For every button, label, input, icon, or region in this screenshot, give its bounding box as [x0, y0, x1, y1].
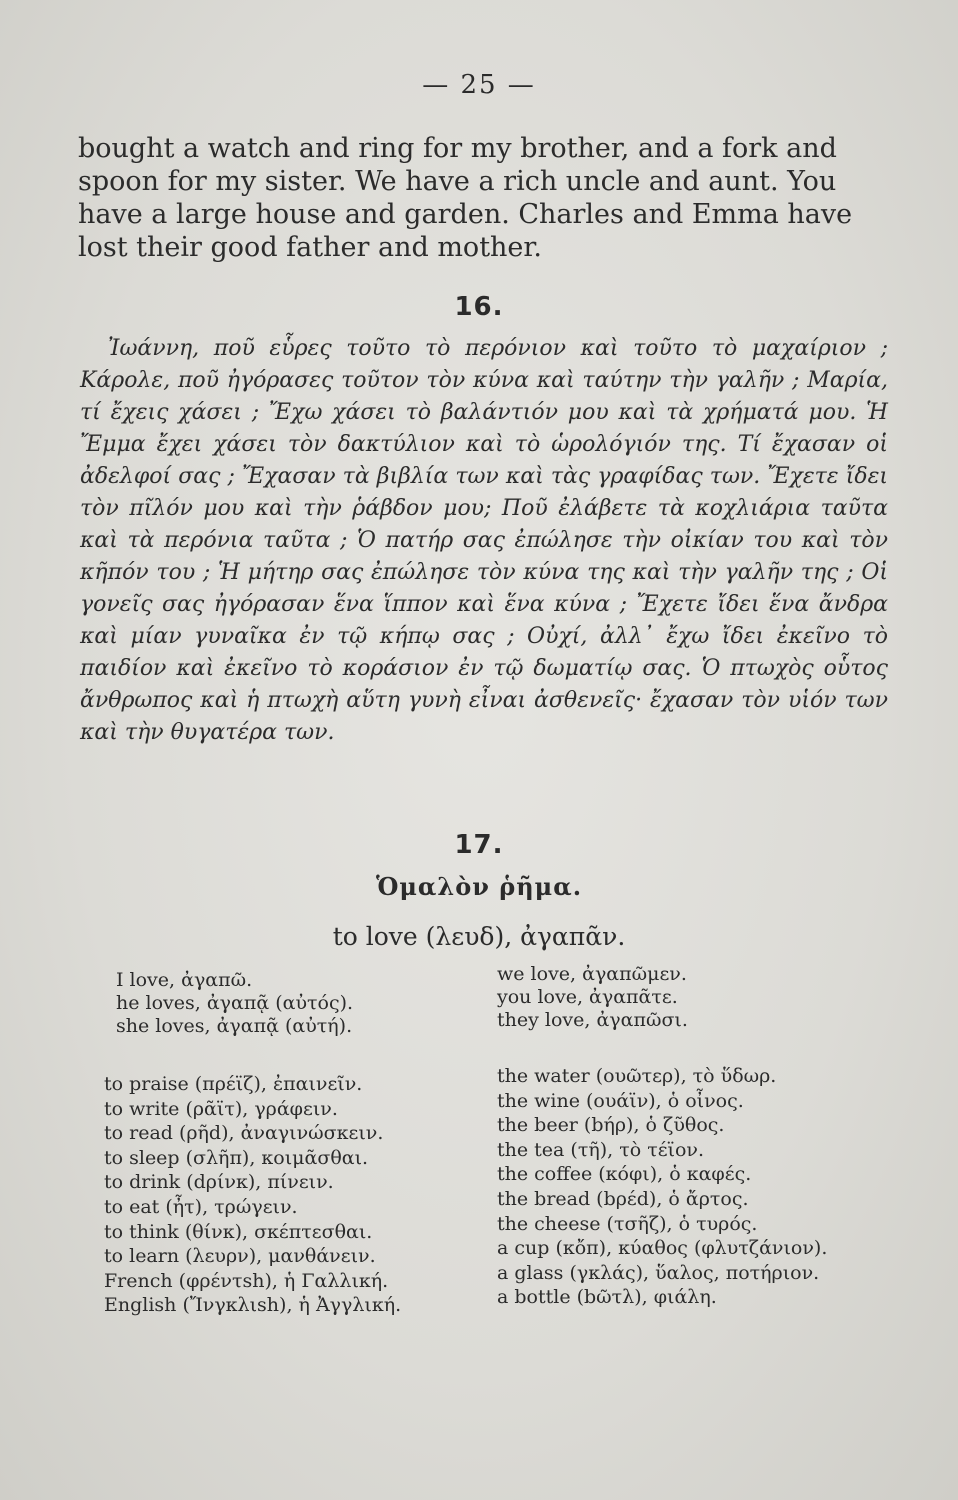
- conjugation-line: I love, ἀγαπῶ.: [116, 969, 253, 991]
- vocab-item: to think (θίνκ), σκέπτεσθαι.: [104, 1220, 373, 1243]
- vocab-item: to sleep (σλῆπ), κοιμᾶσθαι.: [104, 1146, 369, 1169]
- conjugation-line: they love, ἀγαπῶσι.: [497, 1009, 688, 1031]
- verb-to-love: to love (λευδ), ἀγαπᾶν.: [332, 922, 626, 951]
- vocabulary-nouns: [497, 1064, 827, 1310]
- vocab-item: to write (ρᾶϊτ), γράφειν.: [104, 1097, 338, 1120]
- vocab-item: the bread (bρέd), ὁ ἄρτος.: [497, 1187, 749, 1210]
- vocab-item: the tea (τῆ), τὸ τέϊον.: [497, 1138, 705, 1161]
- vocab-item: a bottle (bῶτλ), φιάλη.: [497, 1286, 717, 1309]
- vocab-item: the coffee (κόφι), ὁ καφές.: [497, 1163, 752, 1186]
- vocab-item: the water (ουῶτερ), τὸ ὕδωρ.: [497, 1065, 777, 1087]
- conjugation-line: he loves, ἀγαπᾷ (αὐτός).: [116, 992, 354, 1014]
- conjugation-line: you love, ἀγαπᾶτε.: [497, 986, 678, 1008]
- vocab-item: to read (ρῆd), ἀναγινώσκειν.: [104, 1122, 384, 1145]
- vocab-item: to learn (λευρν), μανθάνειν.: [104, 1245, 376, 1268]
- vocab-item: to drink (dρίνκ), πίνειν.: [104, 1171, 334, 1194]
- vocab-item: to praise (πρέϊζ), ἐπαινεῖν.: [104, 1073, 363, 1095]
- conjugation-singular: [116, 969, 353, 1038]
- section-16-number: 16.: [454, 292, 504, 322]
- section-17-number: 17.: [454, 830, 504, 860]
- vocab-item: to eat (ἦτ), τρώγειν.: [104, 1195, 298, 1218]
- intro-paragraph: bought a watch and ring for my brother, and a fork and spoon for my sister. We have a rich uncle and aunt. You have a large house and garden. Charles and Emma have lost their good father and mother.: [78, 133, 853, 263]
- regular-verb-heading: Ὁμαλὸν ῥῆμα.: [375, 872, 583, 901]
- vocab-item: English (Ἴνγκλιsh), ἡ Ἀγγλική.: [104, 1294, 402, 1317]
- vocab-item: the wine (ουάϊν), ὁ οἶνος.: [497, 1089, 744, 1112]
- vocab-item: a glass (γκλάς), ὕαλος, ποτήριον.: [497, 1261, 820, 1284]
- conjugation-line: we love, ἀγαπῶμεν.: [497, 963, 687, 985]
- vocab-item: French (φρέντsh), ἡ Γαλλική.: [104, 1269, 389, 1292]
- vocab-item: the cheese (τσῆζ), ὁ τυρός.: [497, 1212, 758, 1235]
- section-16-greek-text: Ἰωάννη, ποῦ εὗρες τοῦτο τὸ περόνιον καὶ τοῦτο τὸ μαχαίριον ; Κάρολε, ποῦ ἠγόρασες τοῦτον τὸν κύνα καὶ ταύτην τὴν γαλῆν ; Μαρία, τί ἔχεις χάσει ; Ἔχω χάσει τὸ βαλάντιόν μου καὶ τὰ χρήματά μου. Ἡ Ἔμμα ἔχει χάσει τὸν δακτύλιον καὶ τὸ ὡρολόγιόν της. Τί ἔχασαν οἱ ἀδελφοί σας ; Ἔχασαν τὰ βιβλία των καὶ τὰς γραφίδας των. Ἔχετε ἴδει τὸν πῖλόν μου καὶ τὴν ῥάβδον μου; Ποῦ ἐλάβετε τὰ κοχλιάρια ταῦτα καὶ τὰ περόνια ταῦτα ; Ὁ πατήρ σας ἐπώλησε τὴν οἰκίαν του καὶ τὸν κῆπόν του ; Ἡ μήτηρ σας ἐπώλησε τὸν κύνα της καὶ τὴν γαλῆν της ; Οἱ γονεῖς σας ἠγόρασαν ἕνα ἵππον καὶ ἕνα κύνα ; Ἔχετε ἴδει ἕνα ἄνδρα καὶ μίαν γυναῖκα ἐν τῷ κήπῳ σας ; Οὐχί, ἀλλ᾽ ἔχω ἴδει ἐκεῖνο τὸ παιδίον καὶ ἐκεῖνο τὸ κοράσιον ἐν τῷ δωματίῳ σας. Ὁ πτωχὸς οὗτος ἄνθρωπος καὶ ἡ πτωχὴ αὕτη γυνὴ εἶναι ἀσθενεῖς· ἔχασαν τὸν υἱόν των καὶ τὴν θυγατέρα των.: [80, 336, 888, 745]
- vocabulary-verbs: [104, 1072, 401, 1318]
- vocab-item: the beer (bήρ), ὁ ζῦθος.: [497, 1114, 725, 1137]
- conjugation-line: she loves, ἀγαπᾷ (αὐτή).: [116, 1015, 353, 1037]
- page-number: — 25 —: [422, 70, 536, 100]
- vocab-item: a cup (κὄπ), κύαθος (φλυτζάνιον).: [497, 1237, 828, 1260]
- conjugation-plural: [497, 963, 688, 1032]
